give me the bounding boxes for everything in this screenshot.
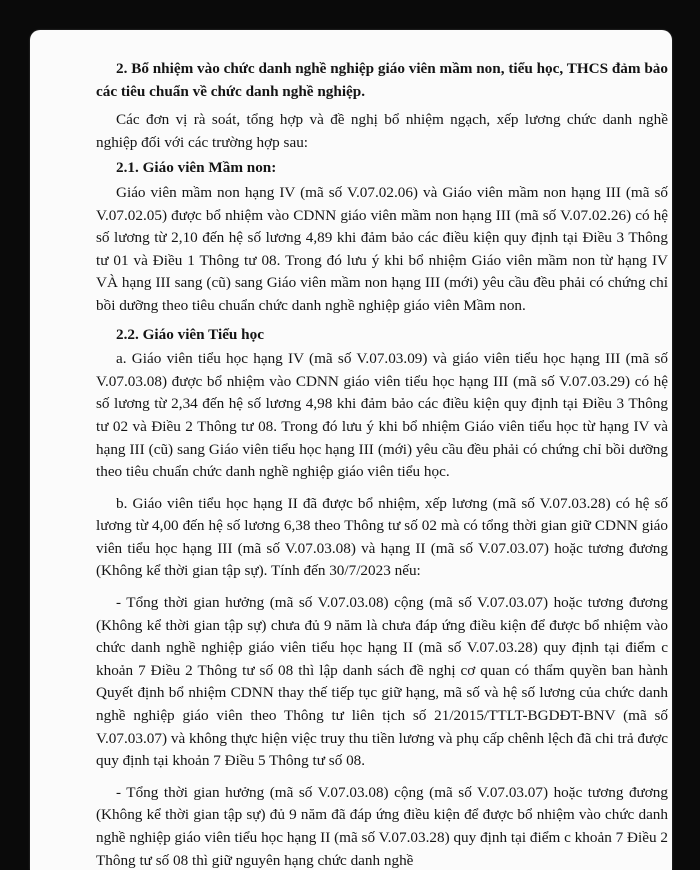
document-body <box>96 58 668 870</box>
section-2-heading: 2. Bổ nhiệm vào chức danh nghề nghiệp giáo viên mầm non, tiểu học, THCS đảm bảo các tiêu chuẩn về chức danh nghề nghiệp. <box>96 60 668 100</box>
document-page <box>30 30 672 870</box>
section-2-1-heading: 2.1. Giáo viên Mầm non: <box>116 159 277 177</box>
section-2-2-heading: 2.2. Giáo viên Tiểu học <box>116 325 264 343</box>
dash-item-1-paragraph: - Tổng thời gian hưởng (mã số V.07.03.08) cộng (mã số V.07.03.07) hoặc tương đương (Không kể thời gian tập sự) chưa đủ 9 năm là chưa đáp ứng điều kiện để được bổ nhiệm vào chức danh nghề nghiệp giáo viên tiểu học hạng II (mã số V.07.03.28) quy định tại điểm c khoản 7 Điều 2 Thông tư số 08 thì lập danh sách đề nghị cơ quan có thẩm quyền ban hành Quyết định bổ nhiệm CDNN thay thế tiếp tục giữ hạng, mã số và hệ số lương của chức danh nghề nghiệp giáo viên theo Thông tư liên tịch số 21/2015/TTLT-BGDĐT-BNV (mã số V.07.03.07) và không thực hiện việc truy thu tiền lương và phụ cấp chênh lệch đã chi trả được quy định tại khoản 7 Điều 5 Thông tư số 08. <box>96 594 668 770</box>
dash-item-2-paragraph: - Tổng thời gian hưởng (mã số V.07.03.08) cộng (mã số V.07.03.07) hoặc tương đương (Không kể thời gian tập sự) đủ 9 năm đã đáp ứng điều kiện để được bổ nhiệm vào chức danh nghề nghiệp giáo viên tiểu học hạng II (mã số V.07.03.28) quy định tại điểm c khoản 7 Điều 2 Thông tư số 08 thì giữ nguyên hạng chức danh nghề <box>96 783 668 869</box>
item-b-paragraph: b. Giáo viên tiểu học hạng II đã được bổ nhiệm, xếp lương (mã số V.07.03.28) có hệ số lương từ 4,00 đến hệ số lương 6,38 theo Thông tư số 02 mà có tổng thời gian giữ CDNN giáo viên tiểu học hạng III (mã số V.07.03.08) và hạng II (mã số V.07.03.07) hoặc tương đương (Không kể thời gian tập sự). Tính đến 30/7/2023 nếu: <box>96 494 668 580</box>
item-a-paragraph: a. Giáo viên tiểu học hạng IV (mã số V.07.03.09) và giáo viên tiểu học hạng III (mã số V.07.03.08) được bổ nhiệm vào CDNN giáo viên tiểu học hạng III (mã số V.07.03.29) có hệ số lương từ 2,34 đến hệ số lương 4,98 khi đảm bảo các điều kiện quy định tại Điều 3 Thông tư 02 và Điều 2 Thông tư 08. Trong đó lưu ý khi bổ nhiệm Giáo viên tiểu học từ hạng IV và hạng III (cũ) sang Giáo viên tiểu học hạng III (mới) yêu cầu đều phải có chứng chỉ bồi dưỡng theo tiêu chuẩn chức danh nghề nghiệp giáo viên tiểu học. <box>96 350 668 481</box>
intro-paragraph: Các đơn vị rà soát, tổng hợp và đề nghị bổ nhiệm ngạch, xếp lương chức danh nghề nghiệp đối với các trường hợp sau: <box>96 111 668 151</box>
section-2-1-paragraph: Giáo viên mầm non hạng IV (mã số V.07.02.06) và Giáo viên mầm non hạng III (mã số V.07.02.05) được bổ nhiệm vào CDNN giáo viên mầm non hạng III (mã số V.07.02.26) có hệ số lương từ 2,10 đến hệ số lương 4,89 khi đảm bảo các điều kiện quy định tại Điều 3 Thông tư 01 và Điều 1 Thông tư 08. Trong đó lưu ý khi bổ nhiệm Giáo viên mầm non từ hạng IV VÀ hạng III sang (cũ) sang Giáo viên mầm non hạng III (mới) yêu cầu đều phải có chứng chỉ bồi dưỡng theo tiêu chuẩn chức danh nghề nghiệp giáo viên Mầm non. <box>96 183 668 314</box>
